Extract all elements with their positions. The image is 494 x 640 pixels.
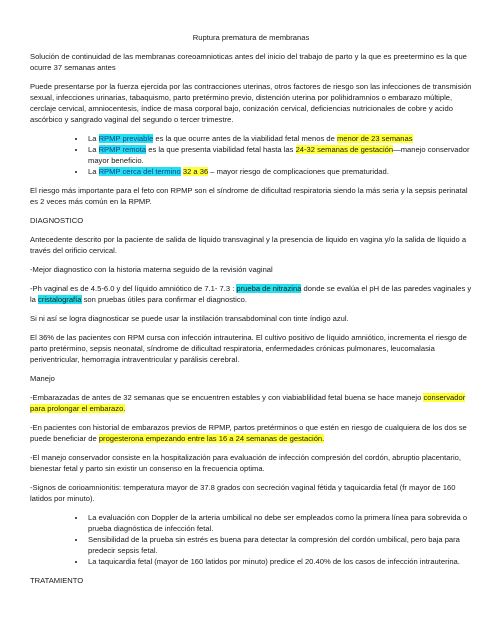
list-item-text: es la que ocurre antes de la viabilidad fetal menos de [153,134,337,143]
highlighted-text: progesterona empezando entre las 16 a 24 semanas de gestación. [98,434,325,443]
manejo-list [30,512,472,567]
manejo-heading: Manejo [30,374,55,383]
page-title: Ruptura prematura de membranas [192,33,310,42]
diagnostico-p2: -Mejor diagnostico con la historia materna seguido de la revisión vaginal [30,265,273,274]
list-item [86,166,472,177]
highlighted-text: 24-32 semanas de gestación [295,145,394,154]
highlighted-term: RPMP previable [98,134,154,143]
paragraph-text: donde se evalúa el pH de las paredes vaginales y la [30,284,472,304]
diagnostico-p3 [30,283,472,305]
paragraph-text: -Ph vaginal es de 4.5-6.0 y del líquido amniótico de 7.1- 7.3 : [30,284,237,293]
list-item: • La taquicardia fetal (mayor de 160 latidos por minuto) predice el 20.40% de los casos de infección intrauterina. [86,556,472,567]
list-item: • Sensibilidad de la prueba sin estrés es buena para detectar la compresión del cordón umbilical, pero baja para predecir sepsis fetal. [86,534,472,556]
tratamiento-heading: TRATAMIENTO [30,576,84,585]
diagnostico-p4: Si ni así se logra diagnosticar se puede usar la instilación transabdominal con tinte índigo azul. [30,314,349,323]
highlighted-term: RPMP cerca del termino [98,167,181,176]
highlighted-text: menor de 23 semanas [336,134,413,143]
list-item [86,144,472,166]
types-list [30,133,472,177]
paragraph-text: son pruebas útiles para confirmar el diagnostico. [81,295,247,304]
diagnostico-p1: Antecedente descrito por la paciente de salida de líquido transvaginal y la presencia de liquido en vagina y/o la salida de líquido a través del orificio cervical. [30,235,467,255]
highlighted-text: prueba de nitrazina [236,284,302,293]
list-item: • La evaluación con Doppler de la arteria umbilical no debe ser empleados como la primera línea para sobrevida o prueba diagnóstica de infección fetal. [86,512,472,534]
causes-paragraph: Puede presentarse por la fuerza ejercida por las contracciones uterinas, otros factores de riesgo son las infecciones de transmisión sexual, infecciones urinarias, tabaquismo, parto pretérmino previo, distención uterina por polihidramnios o embarazo múltiple, cerclaje cervical, amniocentesis, índice de masa corporal bajo, conización cervical, deficiencias nutricionales de cobre y acido ascórbico y sangrado vaginal del segundo o tercer trimestre. [30,82,472,124]
intro-paragraph: Solución de continuidad de las membranas coreoamnioticas antes del inicio del trabajo de parto y la que es preetermino es la que ocurre 37 semanas antes [30,52,467,72]
diagnostico-heading: DIAGNOSTICO [30,216,84,225]
list-item-text: La [88,134,99,143]
highlighted-text: conservador para prolongar el embarazo. [30,393,466,413]
manejo-p3: -El manejo conservador consiste en la hospitalización para evaluación de infección compresión del cordón, abruptio placentario, bienestar fetal y parto sin existir un consenso en la frecuencia optima. [30,453,461,473]
highlighted-term: RPMP remota [98,145,147,154]
manejo-p1 [30,392,472,414]
list-item-text: La [88,145,99,154]
manejo-p2 [30,422,472,444]
manejo-p4: -Signos de corioamnionitis: temperatura mayor de 37.8 grados con secreción vaginal fétida y taquicardia fetal (fr mayor de 160 latidos por minuto). [30,483,456,503]
paragraph-text: -Embarazadas de antes de 32 semanas que se encuentren estables y con viabiablilidad fetal buena se hace manejo [30,393,424,402]
list-item-text: es la que presenta viabilidad fetal hasta las [146,145,296,154]
list-item-text: La [88,167,99,176]
list-item [86,133,472,144]
paragraph-text: -En pacientes con historial de embarazos previos de RPMP, partos pretérminos o que estén en riesgo de cualquiera de los dos se puede beneficiar de [30,423,467,443]
list-item-text: – mayor riesgo de complicaciones que prematuridad. [208,167,389,176]
highlighted-text: 32 a 36 [182,167,209,176]
risk-paragraph: El riesgo más importante para el feto con RPMP son el síndrome de dificultad respiratoria siendo la más seria y la sepsis perinatal es 2 veces más común en la RPMP. [30,186,468,206]
diagnostico-p5: El 36% de las pacientes con RPM cursa con infección intrauterina. El cultivo positivo de líquido amniótico, incrementa el riesgo de parto pretérmino, sepsis neonatal, síndrome de dificultad respiratoria, enfermedades crónicas pulmonares, leucomalasia periventricular, hemorragia intraventricular y parálisis cerebral. [30,333,467,364]
list-item-text: —manejo conservador mayor beneficio. [88,145,470,165]
highlighted-text: cristalografía [38,295,82,304]
